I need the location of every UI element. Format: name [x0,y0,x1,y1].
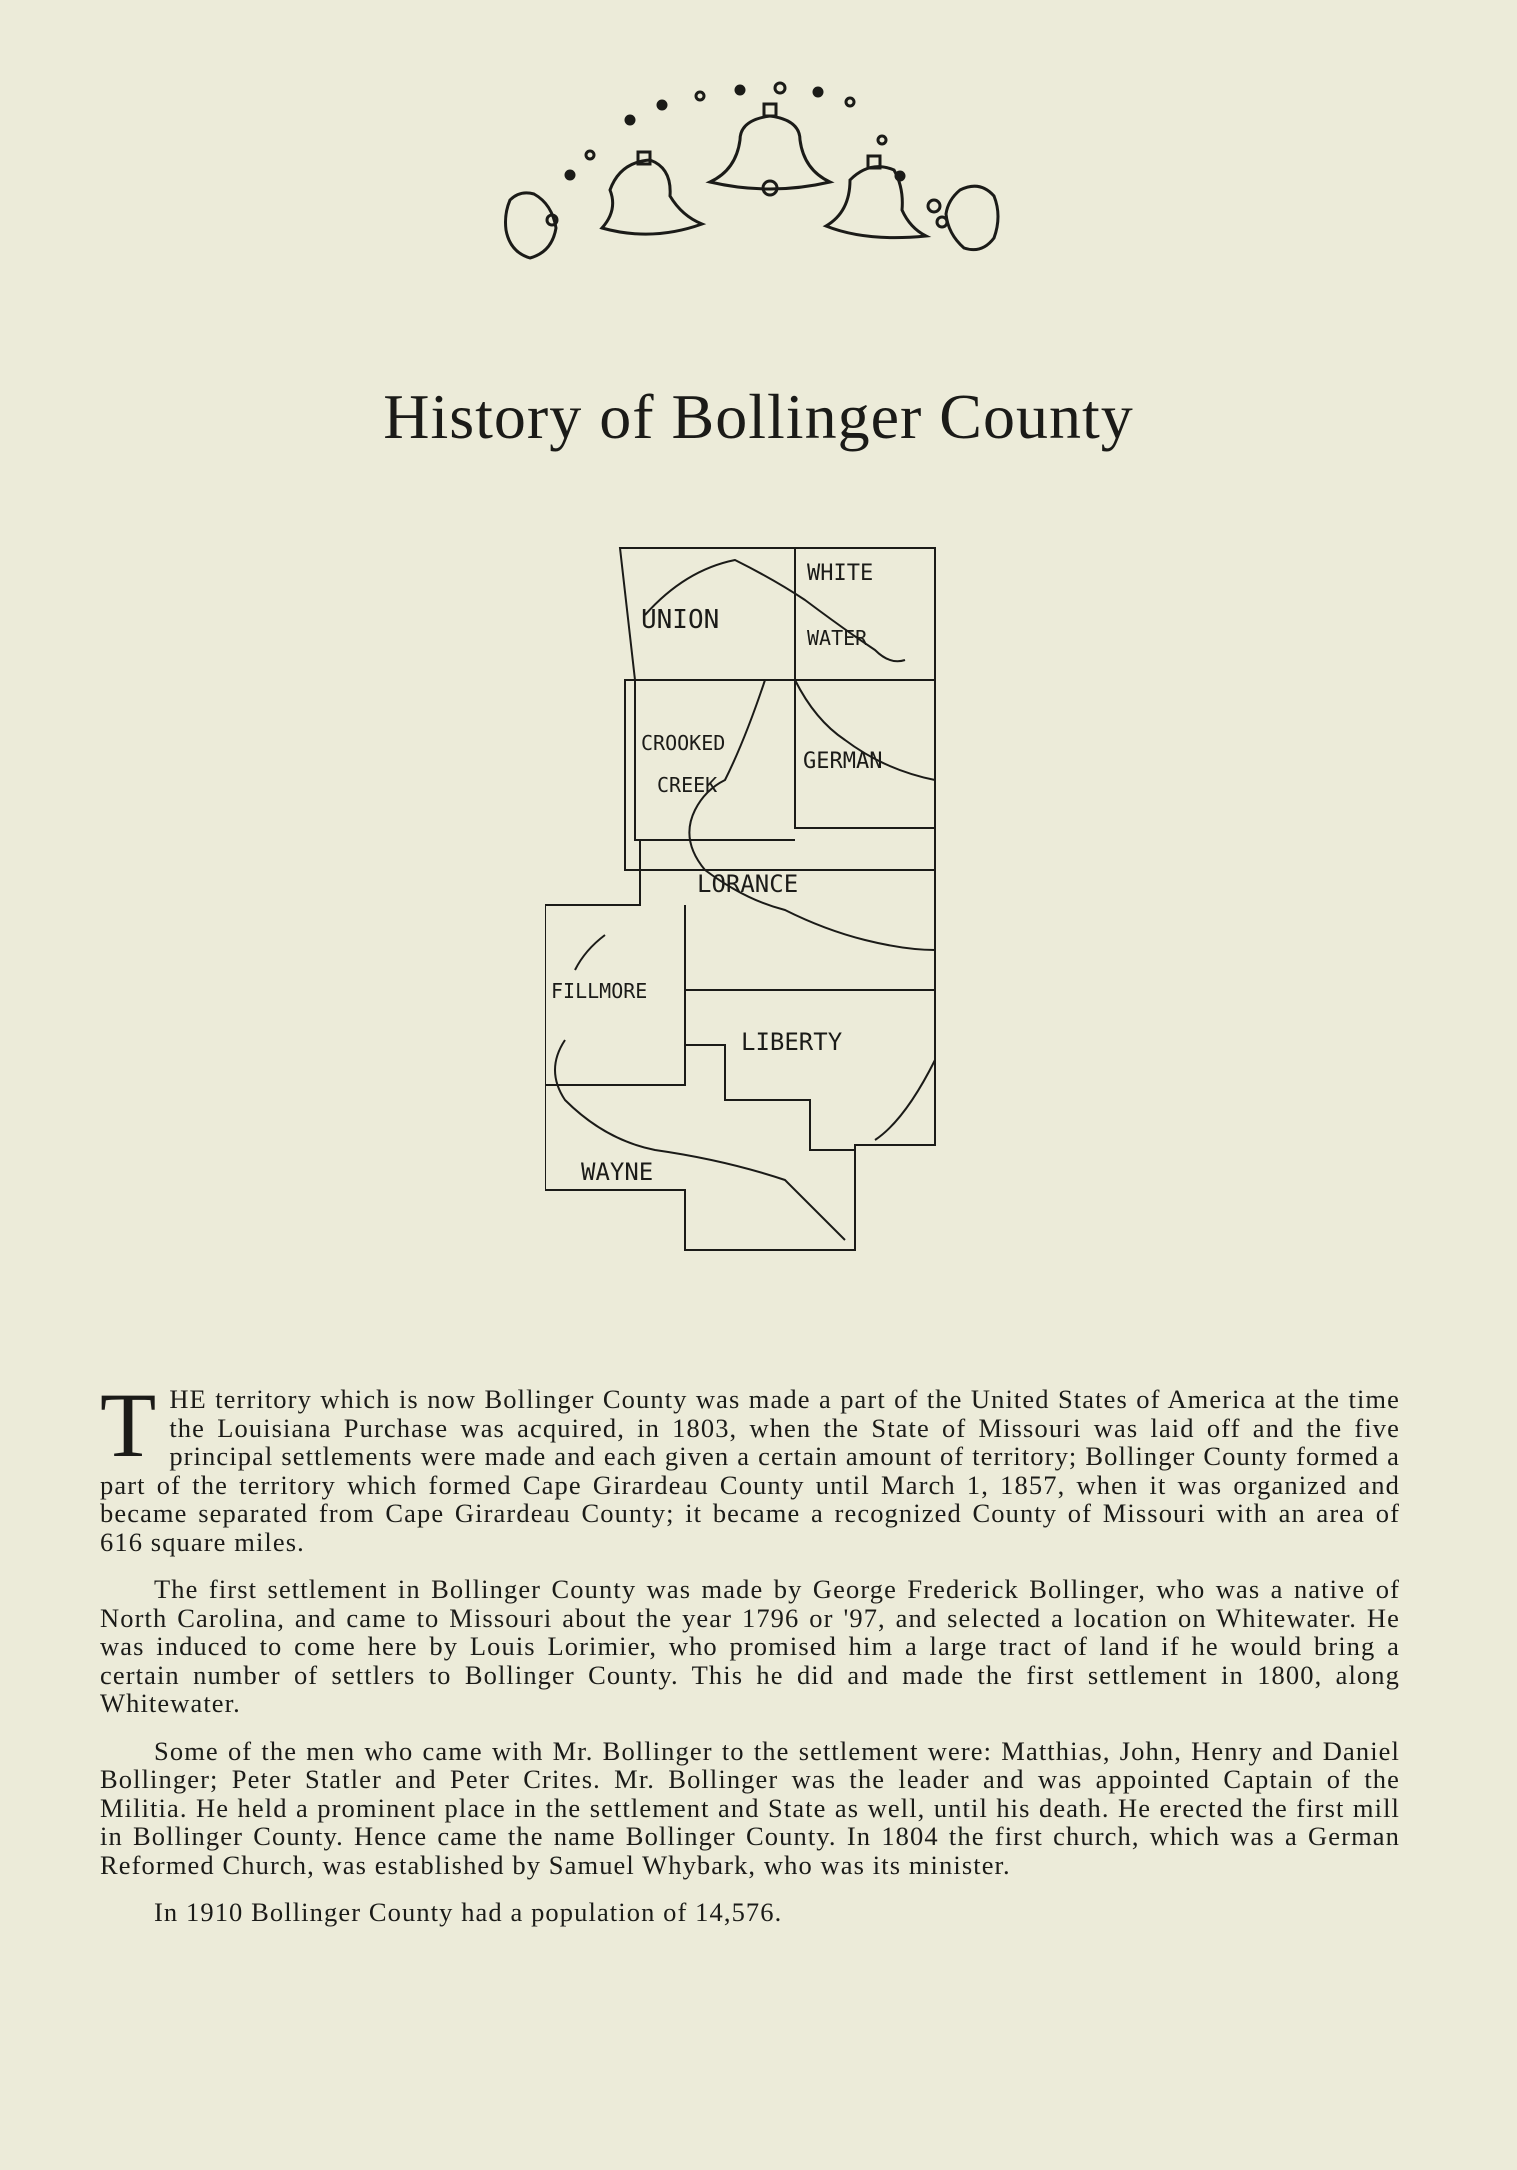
article-body [100,1374,1400,1946]
map-label-white: WHITE [807,561,874,586]
map-label-german: GERMAN [803,749,883,774]
drop-cap: T [100,1374,158,1476]
map-label-creek: CREEK [657,773,718,797]
paragraph-4: In 1910 Bollinger County had a population of 14,576. [154,1897,783,1927]
map-label-union: UNION [641,605,720,635]
paragraph-3: Some of the men who came with Mr. Bollinger to the settlement were: Matthias, John, Henry and Daniel Bollinger; Peter Statler and Peter Crites. Mr. Bollinger was the leader and was appointed Captain of the Militia. He held a prominent place in the settlement and State as well, until his death. He erected the first mill in Bollinger County. Hence came the name Bollinger County. In 1804 the first church, which was a German Reformed Church, was established by Samuel Whybark, who was its minister. [100,1735,1400,1880]
map-label-lorance: LORANCE [697,870,799,898]
map-label-crooked: CROOKED [641,731,726,755]
paragraph-1 [100,1374,1400,1557]
paragraph-1-text: HE territory which is now Bollinger County was made a part of the United States of America at the time the Louisiana Purchase was acquired, in 1803, when the State of Missouri was laid off and the five principal settlements were made and each given a certain amount of territory; Bollinger County formed a part of the territory which formed Cape Girardeau County until March 1, 1857, when it was organized and became separated from Cape Girardeau County; it became a recognized County of Missouri with an area of 616 square miles. [100,1384,1400,1557]
map-label-water: WATER [807,626,868,650]
bells-ornament [490,80,1010,280]
map-label-fillmore: FILLMORE [551,979,648,1003]
page-title: History of Bollinger County [383,381,1134,452]
county-map [545,540,945,1280]
paragraph-2: The first settlement in Bollinger County was made by George Frederick Bollinger, who was a native of North Carolina, and came to Missouri about the year 1796 or '97, and selected a location on Whitewater. He was induced to come here by Louis Lorimier, who promised him a large tract of land if he would bring a certain number of settlers to Bollinger County. This he did and made the first settlement in 1800, along Whitewater. [100,1574,1400,1718]
map-label-wayne: WAYNE [581,1158,654,1186]
map-label-liberty: LIBERTY [741,1028,843,1056]
